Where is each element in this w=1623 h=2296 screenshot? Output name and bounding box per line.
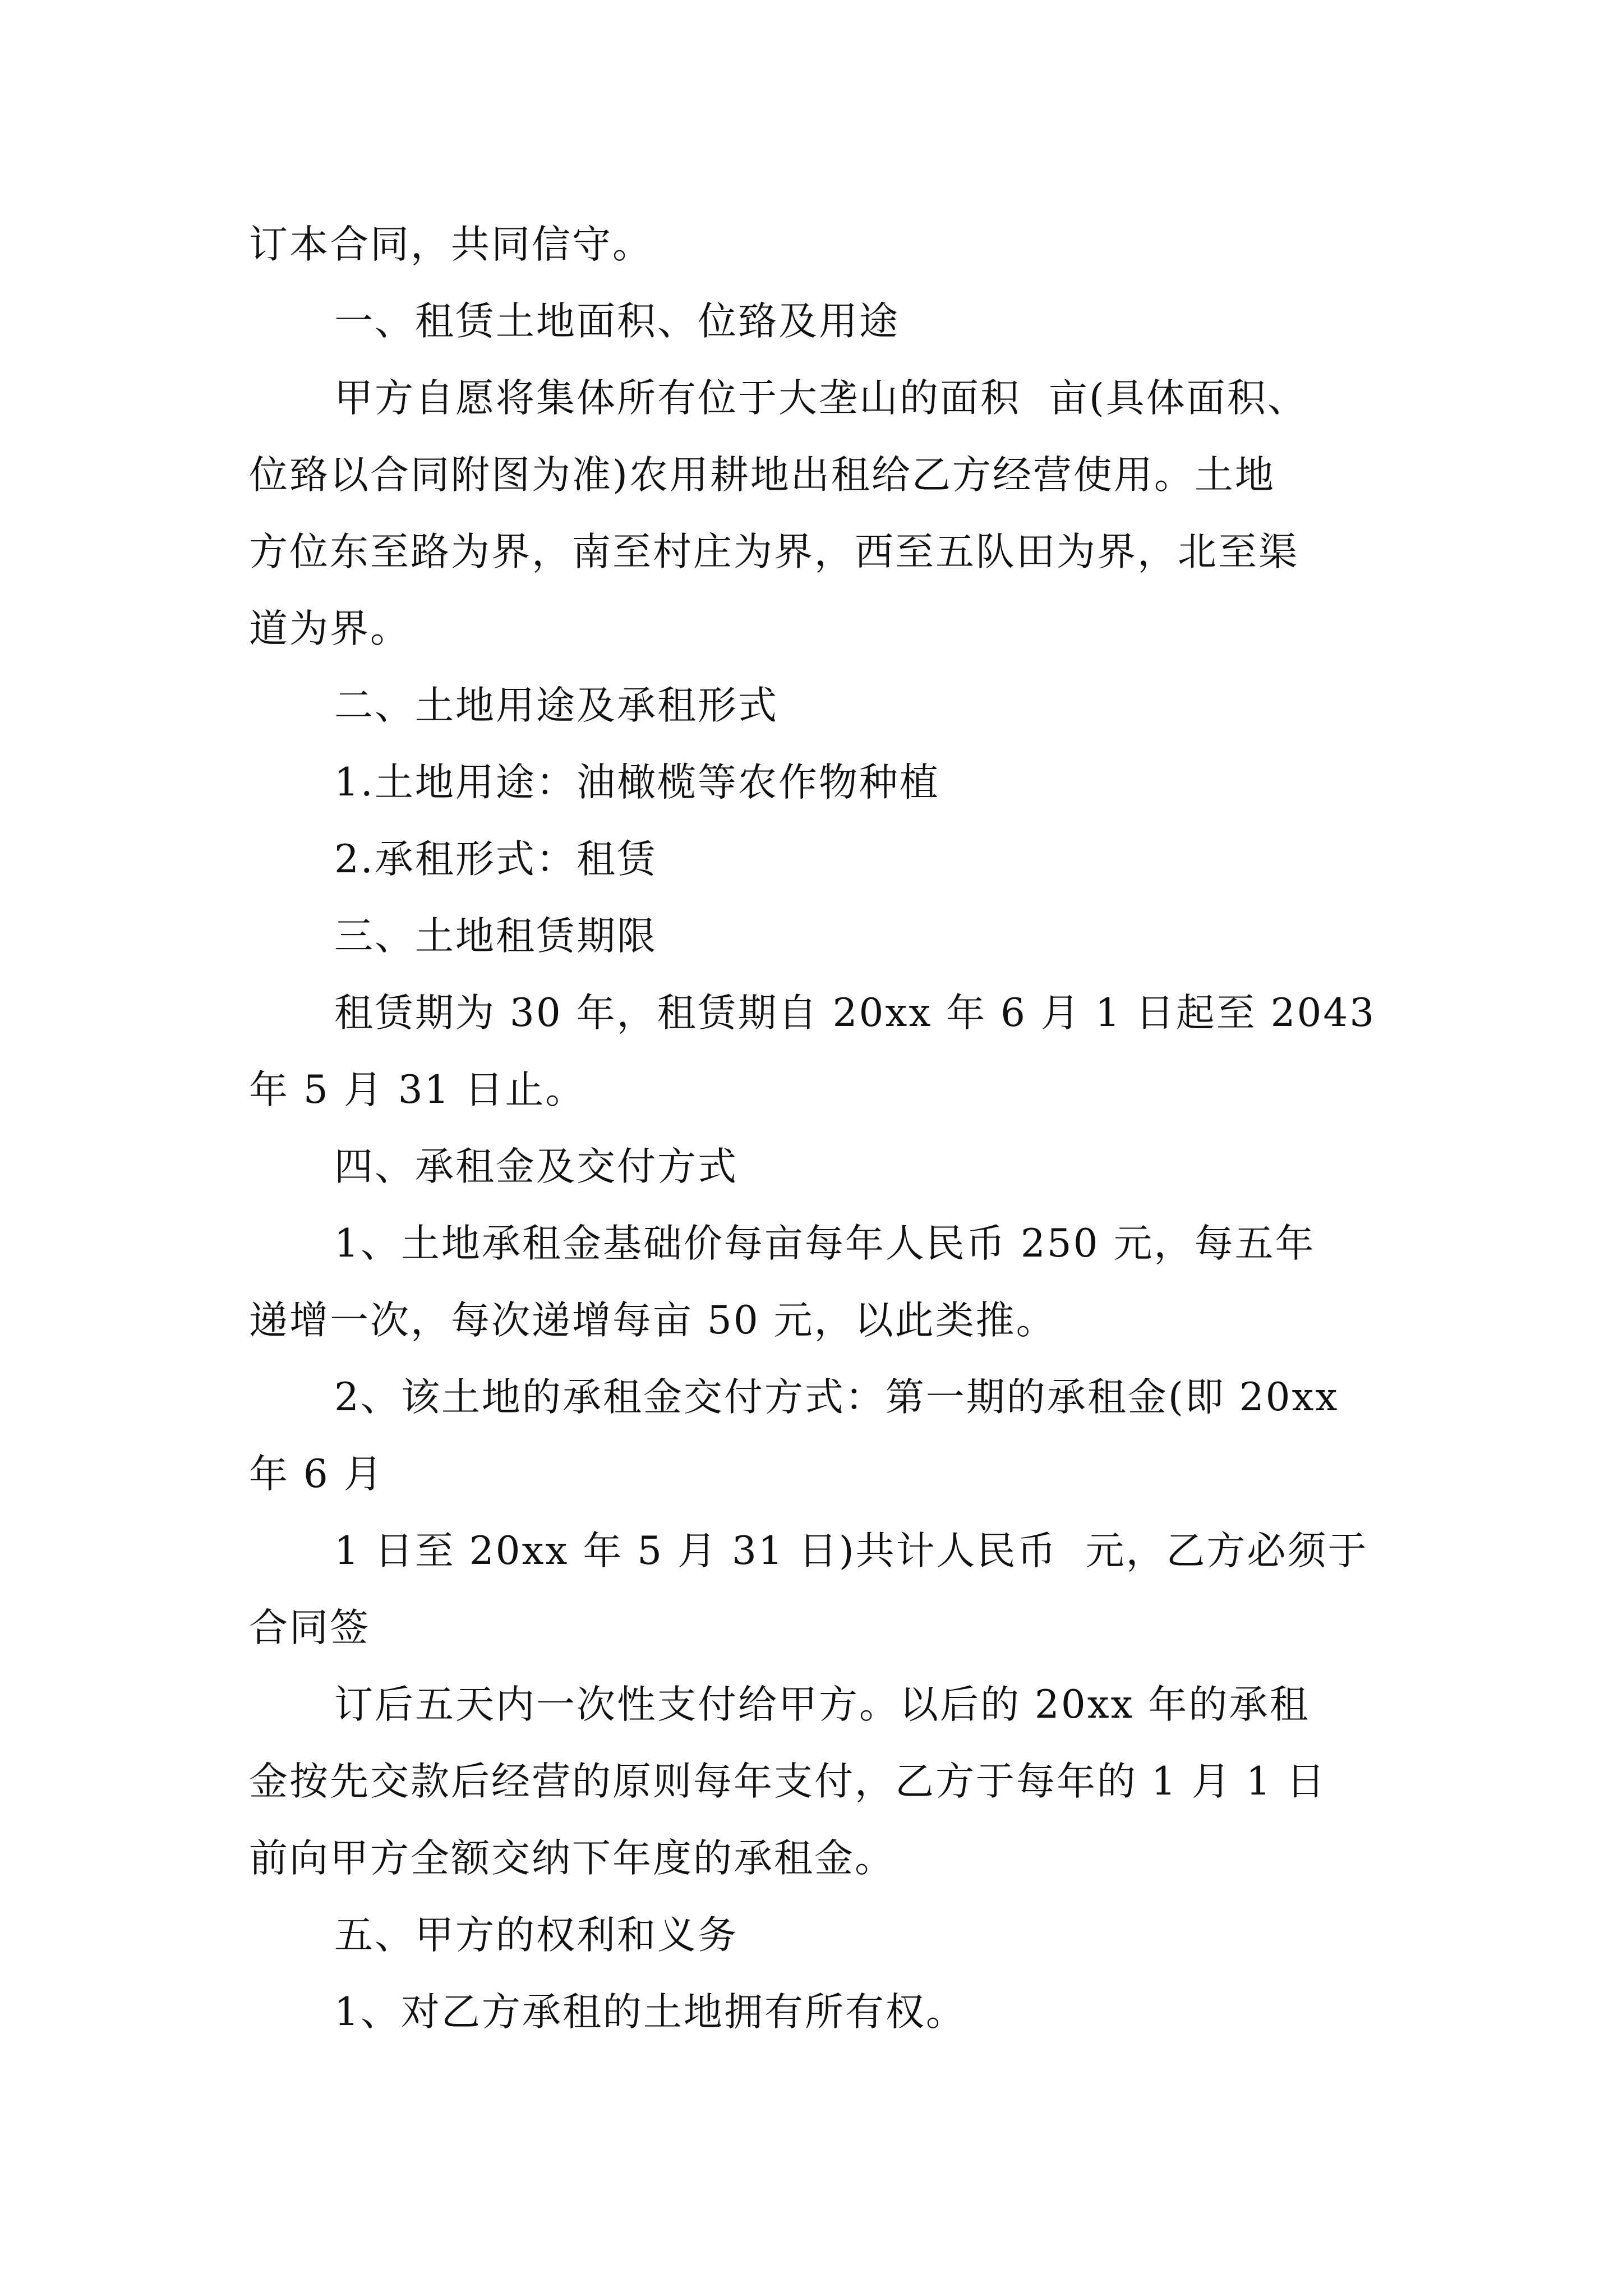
text-line: 1、土地承租金基础价每亩每年人民币 250 元，每五年 xyxy=(334,1221,1316,1266)
text-line: 租赁期为 30 年，租赁期自 20xx 年 6 月 1 日起至 2043 xyxy=(334,991,1376,1036)
text-line: 订后五天内一次性支付给甲方。以后的 20xx 年的承租 xyxy=(334,1682,1310,1727)
text-line: 2、该土地的承租金交付方式：第一期的承租金(即 20xx xyxy=(334,1375,1339,1420)
text-line: 道为界。 xyxy=(249,606,411,651)
text-line: 一、租赁土地面积、位臵及用途 xyxy=(334,299,900,344)
text-line: 2.承租形式：租赁 xyxy=(334,837,657,882)
text-line: 年 6 月 xyxy=(249,1452,384,1497)
text-line: 1、对乙方承租的土地拥有所有权。 xyxy=(334,1990,966,2035)
text-line: 三、土地租赁期限 xyxy=(334,914,657,959)
text-line: 二、土地用途及承租形式 xyxy=(334,683,778,728)
text-line: 位臵以合同附图为准)农用耕地出租给乙方经营使用。土地 xyxy=(249,453,1275,498)
text-line: 甲方自愿将集体所有位于大垄山的面积 亩(具体面积、 xyxy=(334,376,1308,421)
text-line: 1.土地用途：油橄榄等农作物种植 xyxy=(334,760,940,805)
text-line: 方位东至路为界，南至村庄为界，西至五队田为界，北至渠 xyxy=(249,530,1299,574)
text-line: 五、甲方的权利和义务 xyxy=(334,1913,738,1958)
contract-body xyxy=(249,206,1399,2051)
text-line: 订本合同，共同信守。 xyxy=(249,222,653,267)
text-line: 四、承租金及交付方式 xyxy=(334,1144,738,1189)
text-line: 金按先交款后经营的原则每年支付，乙方于每年的 1 月 1 日 xyxy=(249,1759,1327,1804)
text-line: 递增一次，每次递增每亩 50 元，以此类推。 xyxy=(249,1298,1057,1343)
text-line: 前向甲方全额交纳下年度的承租金。 xyxy=(249,1836,895,1881)
text-line: 1 日至 20xx 年 5 月 31 日)共计人民币 元，乙方必须于 xyxy=(334,1529,1368,1573)
text-line: 合同签 xyxy=(249,1605,370,1650)
text-line: 年 5 月 31 日止。 xyxy=(249,1068,586,1112)
